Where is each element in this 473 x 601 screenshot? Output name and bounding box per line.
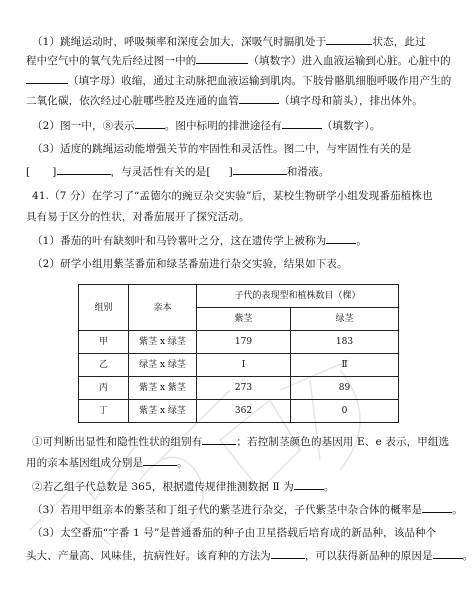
line-14-pre: ②若乙组子代总数是 365，根据遗传规律推测数据 Ⅱ 为 [32, 481, 294, 493]
line-5-mid: 。图中标明的排泄途径有 [164, 120, 282, 132]
text-line-6 [32, 142, 412, 157]
cell-parent: 绿茎 x 绿茎 [129, 354, 197, 377]
answer-blank[interactable] [233, 164, 287, 175]
cell-parent: 紫茎 x 绿茎 [129, 400, 197, 423]
text-line-14 [32, 479, 335, 495]
cell-green: Ⅱ [291, 354, 399, 377]
question-41-heading [32, 189, 433, 204]
line-10-pre: （1）番茄的叶有缺刻叶和马铃薯叶之分，这在遗传学上被称为 [32, 235, 327, 247]
answer-blank[interactable] [202, 434, 236, 445]
line-15-post: 。 [452, 504, 463, 516]
text-line-5 [32, 118, 381, 134]
cell-purple: 179 [197, 331, 291, 354]
answer-blank[interactable] [422, 502, 452, 513]
line-13-pre: 用的亲本基因组成分别是 [26, 457, 144, 469]
line-4-pre: 二氧化碳，依次经过心脏哪些腔及连通的血管 [26, 95, 239, 107]
text-line-17 [26, 548, 473, 564]
cell-group: 乙 [79, 354, 129, 377]
answer-blank[interactable] [271, 548, 305, 559]
answer-blank[interactable] [196, 53, 248, 64]
cell-green: 89 [291, 377, 399, 400]
cell-purple: 362 [197, 400, 291, 423]
line-17-post: 。 [462, 550, 473, 562]
cell-green: 183 [291, 331, 399, 354]
text-line-12 [32, 434, 449, 450]
line-14-post: 。 [323, 481, 335, 493]
cell-group: 甲 [79, 331, 129, 354]
text-line-7 [26, 164, 329, 180]
cell-group: 丙 [79, 377, 129, 400]
answer-blank[interactable] [282, 118, 322, 129]
text-line-13 [26, 455, 188, 471]
text-line-15 [32, 502, 463, 518]
line-11-text: （2）研学小组用紫茎番茄和绿茎番茄进行杂交实验，结果如下表。 [32, 258, 348, 270]
line-12-pre: ①可判断出显性和隐性性状的组别有 [32, 436, 203, 448]
line-5-post: （填数字）。 [321, 120, 381, 132]
line-17-mid: ，可以获得新品种的原因是 [304, 550, 433, 562]
answer-blank[interactable] [135, 118, 165, 129]
text-line-16 [32, 526, 436, 541]
answer-blank[interactable] [26, 73, 68, 84]
answer-blank[interactable] [326, 233, 356, 244]
line-10-post: 。 [356, 235, 368, 247]
line-9-text: 具有易于区分的性状，对番茄展开了探究活动。 [26, 211, 250, 223]
cell-parent: 紫茎 x 绿茎 [129, 331, 197, 354]
table-row [79, 354, 399, 377]
line-3-post: （填字母）收缩，通过主动脉把血液运输到肌肉。下肢骨骼肌细胞呼吸作用产生的 [68, 75, 452, 87]
question-41-text: 41.（7 分）在学习了“孟德尔的豌豆杂交实验”后，某校生物研学小组发现番茄植株也 [32, 190, 433, 202]
bracket-close-2: ] [228, 166, 233, 178]
header-parent: 亲本 [129, 285, 197, 331]
header-green: 绿茎 [291, 308, 399, 331]
cell-green: 0 [291, 400, 399, 423]
table-row [79, 331, 399, 354]
answer-blank[interactable] [326, 34, 372, 45]
line-2-pre: 程中空气中的氧气先后经过图一中的 [26, 55, 197, 67]
header-offspring: 子代的表现型和植株数目（棵） [197, 285, 399, 308]
text-line-3 [26, 73, 451, 89]
line-16-text: （3）太空番茄“宇番 1 号”是普通番茄的种子由卫星搭载后培育成的新品种，该品种个 [32, 527, 437, 539]
line-1-post: 状态，此过 [372, 36, 426, 48]
header-group: 组别 [79, 285, 129, 331]
table-row [79, 377, 399, 400]
line-2-post: （填数字）进入血液运输到心脏。心脏中的 [248, 55, 451, 67]
table-row [79, 400, 399, 423]
answer-blank[interactable] [239, 93, 279, 104]
text-line-11 [32, 257, 348, 272]
line-12-post: ；若控制茎颜色的基因用 E、e 表示，甲组选 [236, 436, 450, 448]
text-line-1 [32, 34, 426, 50]
line-4-post: （填字母和箭头），排出体外。 [279, 95, 423, 107]
text-line-9 [26, 210, 250, 225]
cell-parent: 紫茎 x 紫茎 [129, 377, 197, 400]
line-7-post: 和滑液。 [286, 166, 330, 178]
line-17-pre: 头大、产量高、风味佳，抗病性好。该育种的方法为 [26, 550, 271, 562]
text-line-10 [32, 233, 367, 249]
answer-blank[interactable] [143, 455, 177, 466]
line-5-pre: （2）图一中，⑧表示 [32, 120, 135, 132]
line-6-pre: （3）适度的跳绳运动能增强关节的牢固性和灵活性。图二中，与牢固性有关的是 [32, 143, 412, 155]
answer-blank[interactable] [57, 164, 111, 175]
bracket-close: ] [52, 166, 57, 178]
header-purple: 紫茎 [197, 308, 291, 331]
cell-group: 丁 [79, 400, 129, 423]
bracket-open: [ [26, 166, 31, 178]
text-line-4 [26, 93, 423, 109]
line-7-mid: ，与灵活性有关的是[ [110, 166, 211, 178]
line-15-pre: （3）若用甲组亲本的紫茎和丁组子代的紫茎进行杂交，子代紫茎中杂合体的概率是 [32, 504, 423, 516]
answer-blank[interactable] [433, 548, 463, 559]
line-13-post: 。 [177, 457, 188, 469]
results-table [78, 284, 399, 423]
cell-purple: 273 [197, 377, 291, 400]
line-1-pre: （1）跳绳运动时，呼吸频率和深度会加大，深吸气时膈肌处于 [32, 36, 327, 48]
cell-purple: Ⅰ [197, 354, 291, 377]
text-line-2 [26, 53, 451, 69]
answer-blank[interactable] [294, 479, 324, 490]
